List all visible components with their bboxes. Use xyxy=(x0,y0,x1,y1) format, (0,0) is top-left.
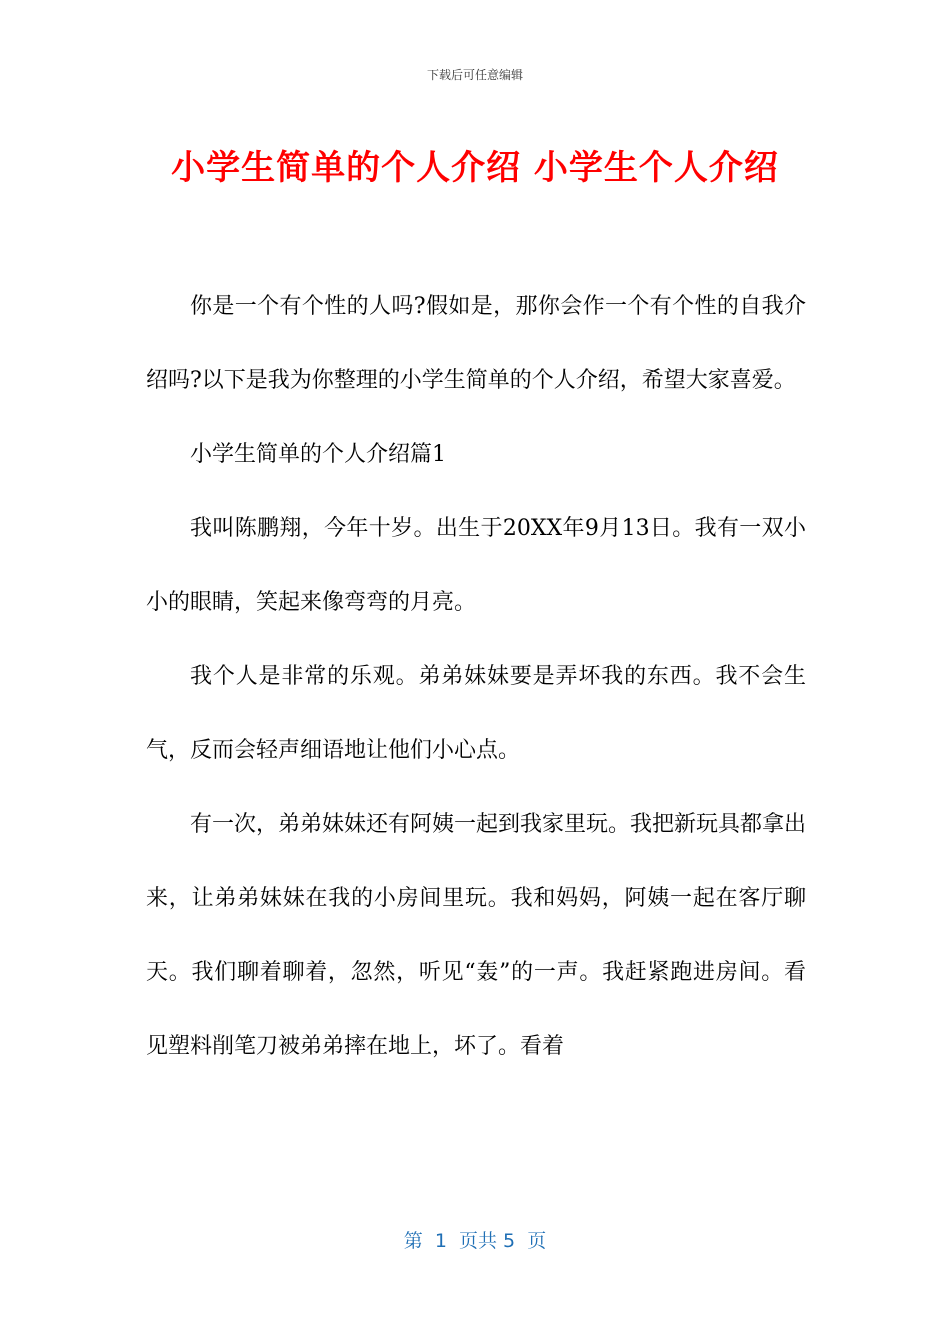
paragraph-personality: 我个人是非常的乐观。弟弟妹妹要是弄坏我的东西。我不会生气，反而会轻声细语地让他们小心点。 xyxy=(146,664,806,763)
section-heading: 小学生简单的个人介绍篇1 xyxy=(190,442,446,467)
header-note: 下载后可任意编辑 xyxy=(426,68,523,82)
document-body xyxy=(146,270,806,1084)
paragraph-intro: 你是一个有个性的人吗?假如是，那你会作一个有个性的自我介绍吗?以下是我为你整理的小学生简单的个人介绍，希望大家喜爱。 xyxy=(146,294,806,393)
paragraph-name: 我叫陈鹏翔，今年十岁。出生于20XX年9月13日。我有一双小小的眼睛，笑起来像弯弯的月亮。 xyxy=(146,516,806,615)
paragraph-story: 有一次，弟弟妹妹还有阿姨一起到我家里玩。我把新玩具都拿出来，让弟弟妹妹在我的小房间里玩。我和妈妈，阿姨一起在客厅聊天。我们聊着聊着，忽然，听见“轰”的一声。我赶紧跑进房间。看见塑料削笔刀被弟弟摔在地上，坏了。看着 xyxy=(146,812,807,1059)
page-footer: 第 1 页共 5 页 xyxy=(403,1230,547,1252)
document-title: 小学生简单的个人介绍 小学生个人介绍 xyxy=(171,148,779,188)
